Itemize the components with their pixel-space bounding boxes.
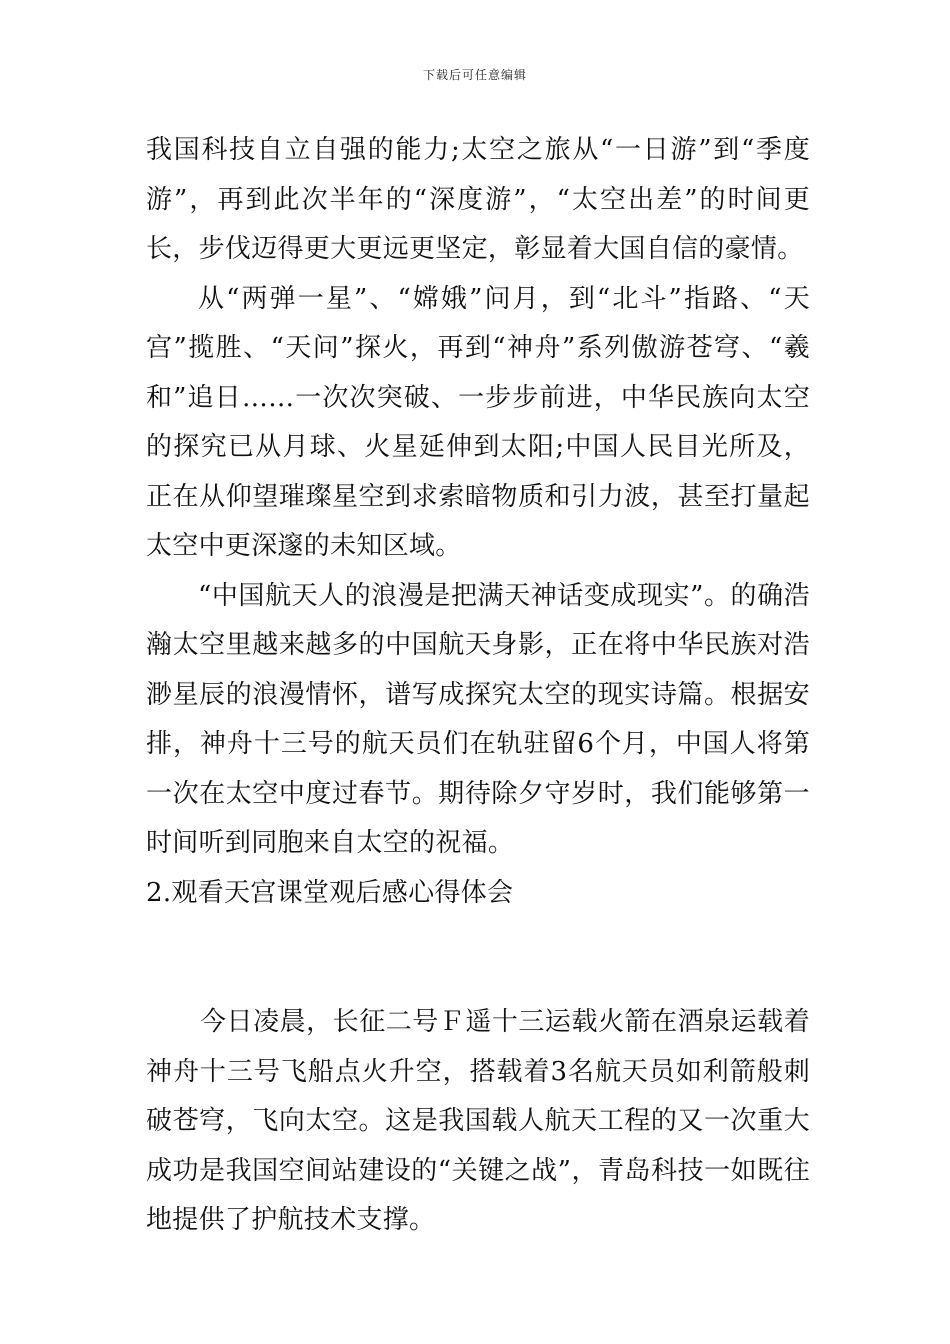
section-spacer (146, 918, 810, 998)
document-body (146, 126, 810, 1246)
paragraph-continuation: 我国科技自立自强的能力;太空之旅从“一日游”到“季度游”，再到此次半年的“深度游”，“太空出差”的时间更长，步伐迈得更大更远更坚定，彰显着大国自信的豪情。 (146, 135, 810, 264)
paragraph-space-romance: “中国航天人的浪漫是把满天神话变成现实”。的确浩瀚太空里越来越多的中国航天身影，正在将中华民族对浩渺星辰的浪漫情怀，谱写成探究太空的现实诗篇。根据安排，神舟十三号的航天员们在轨驻留6个月，中国人将第一次在太空中度过春节。期待除夕守岁时，我们能够第一时间听到同胞来自太空的祝福。 (146, 580, 810, 858)
paragraph-launch: 今日凌晨，长征二号Ｆ遥十三运载火箭在酒泉运载着神舟十三号飞船点火升空，搭载着3名航天员如利箭般刺破苍穹，飞向太空。这是我国载人航天工程的又一次重大成功是我国空间站建设的“关键之战”，青岛科技一如既往地提供了护航技术支撑。 (146, 1007, 810, 1235)
section-heading: 2.观看天宫课堂观后感心得体会 (146, 877, 514, 908)
page-header: 下载后可任意编辑 (422, 68, 527, 82)
paragraph-space-achievements: 从“两弹一星”、“嫦娥”问月，到“北斗”指路、“天宫”揽胜、“天问”探火，再到“神舟”系列傲游苍穹、“羲和”追日……一次次突破、一步步前进，中华民族向太空的探究已从月球、火星延伸到太阳;中国人民目光所及，正在从仰望璀璨星空到求索暗物质和引力波，甚至打量起太空中更深邃的未知区域。 (146, 283, 810, 561)
